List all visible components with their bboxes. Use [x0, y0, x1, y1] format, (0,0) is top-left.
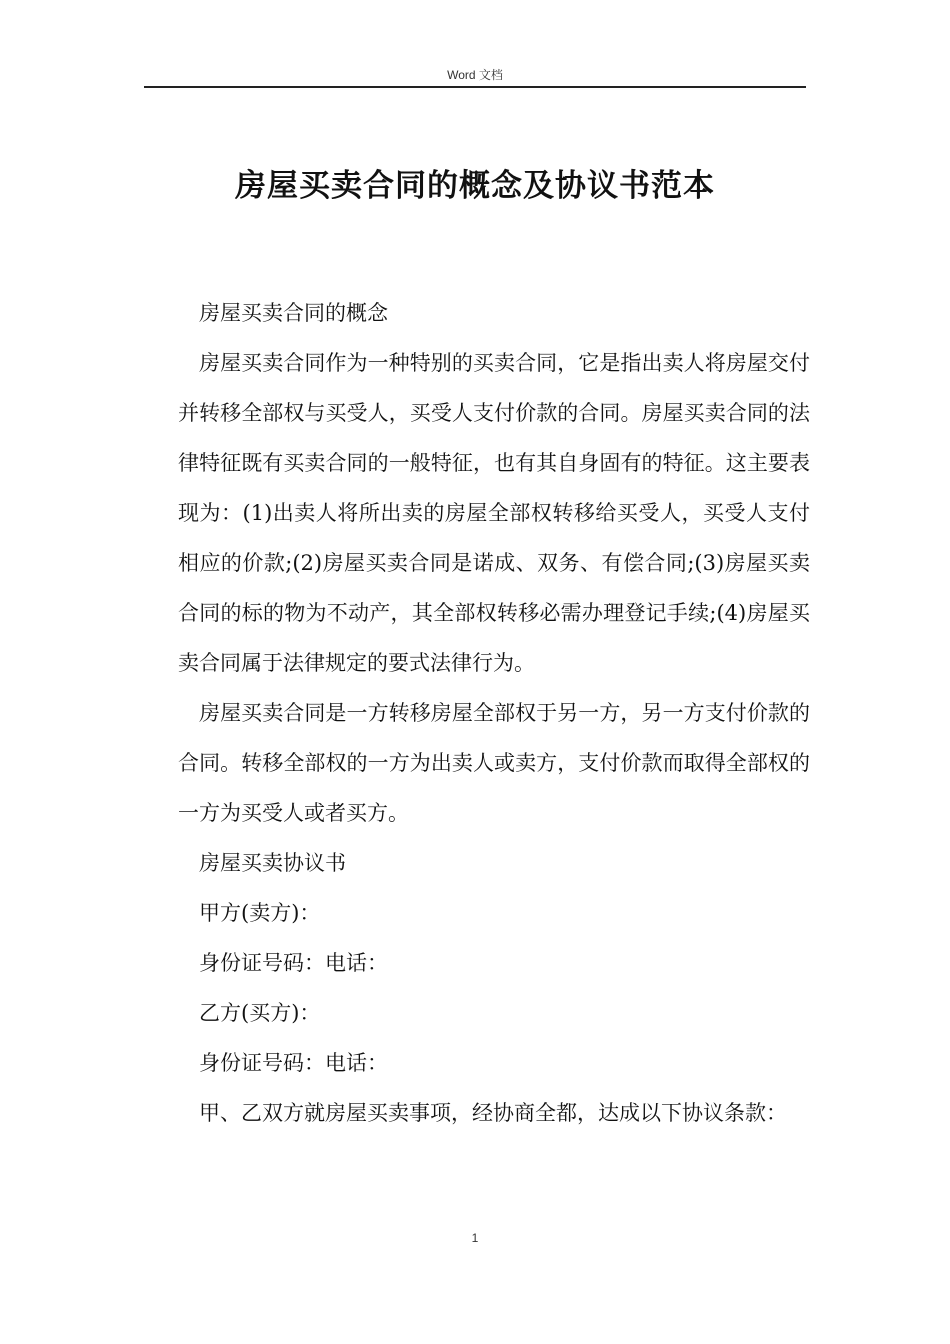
document-title: 房屋买卖合同的概念及协议书范本: [235, 168, 715, 204]
party-b-id-line: 身份证号码：电话：: [199, 1051, 388, 1075]
page-number: 1: [471, 1231, 479, 1245]
party-a-line: 甲方(卖方)：: [199, 901, 321, 925]
section-heading-agreement: 房屋买卖协议书: [199, 851, 346, 875]
agreement-intro-line: 甲、乙双方就房屋买卖事项，经协商全都，达成以下协议条款：: [199, 1101, 787, 1125]
page-header-label: Word 文档: [447, 68, 503, 82]
section-heading-concept: 房屋买卖合同的概念: [199, 301, 388, 325]
paragraph-definition: 房屋买卖合同作为一种特别的买卖合同，它是指出卖人将房屋交付并转移全部权与买受人，买受人支付价款的合同。房屋买卖合同的法律特征既有买卖合同的一般特征，也有其自身固有的特征。这主要表现为：(1)出卖人将所出卖的房屋全部权转移给买受人，买受人支付相应的价款;(2)房屋买卖合同是诺成、双务、有偿合同;(3)房屋买卖合同的标的物为不动产，其全部权转移必需办理登记手续;(4)房屋买卖合同属于法律规定的要式法律行为。: [178, 351, 810, 675]
party-b-line: 乙方(买方)：: [199, 1001, 321, 1025]
header-divider: [144, 86, 806, 88]
document-body: [178, 288, 810, 1138]
party-a-id-line: 身份证号码：电话：: [199, 951, 388, 975]
paragraph-summary: 房屋买卖合同是一方转移房屋全部权于另一方，另一方支付价款的合同。转移全部权的一方为出卖人或卖方，支付价款而取得全部权的一方为买受人或者买方。: [178, 701, 810, 825]
